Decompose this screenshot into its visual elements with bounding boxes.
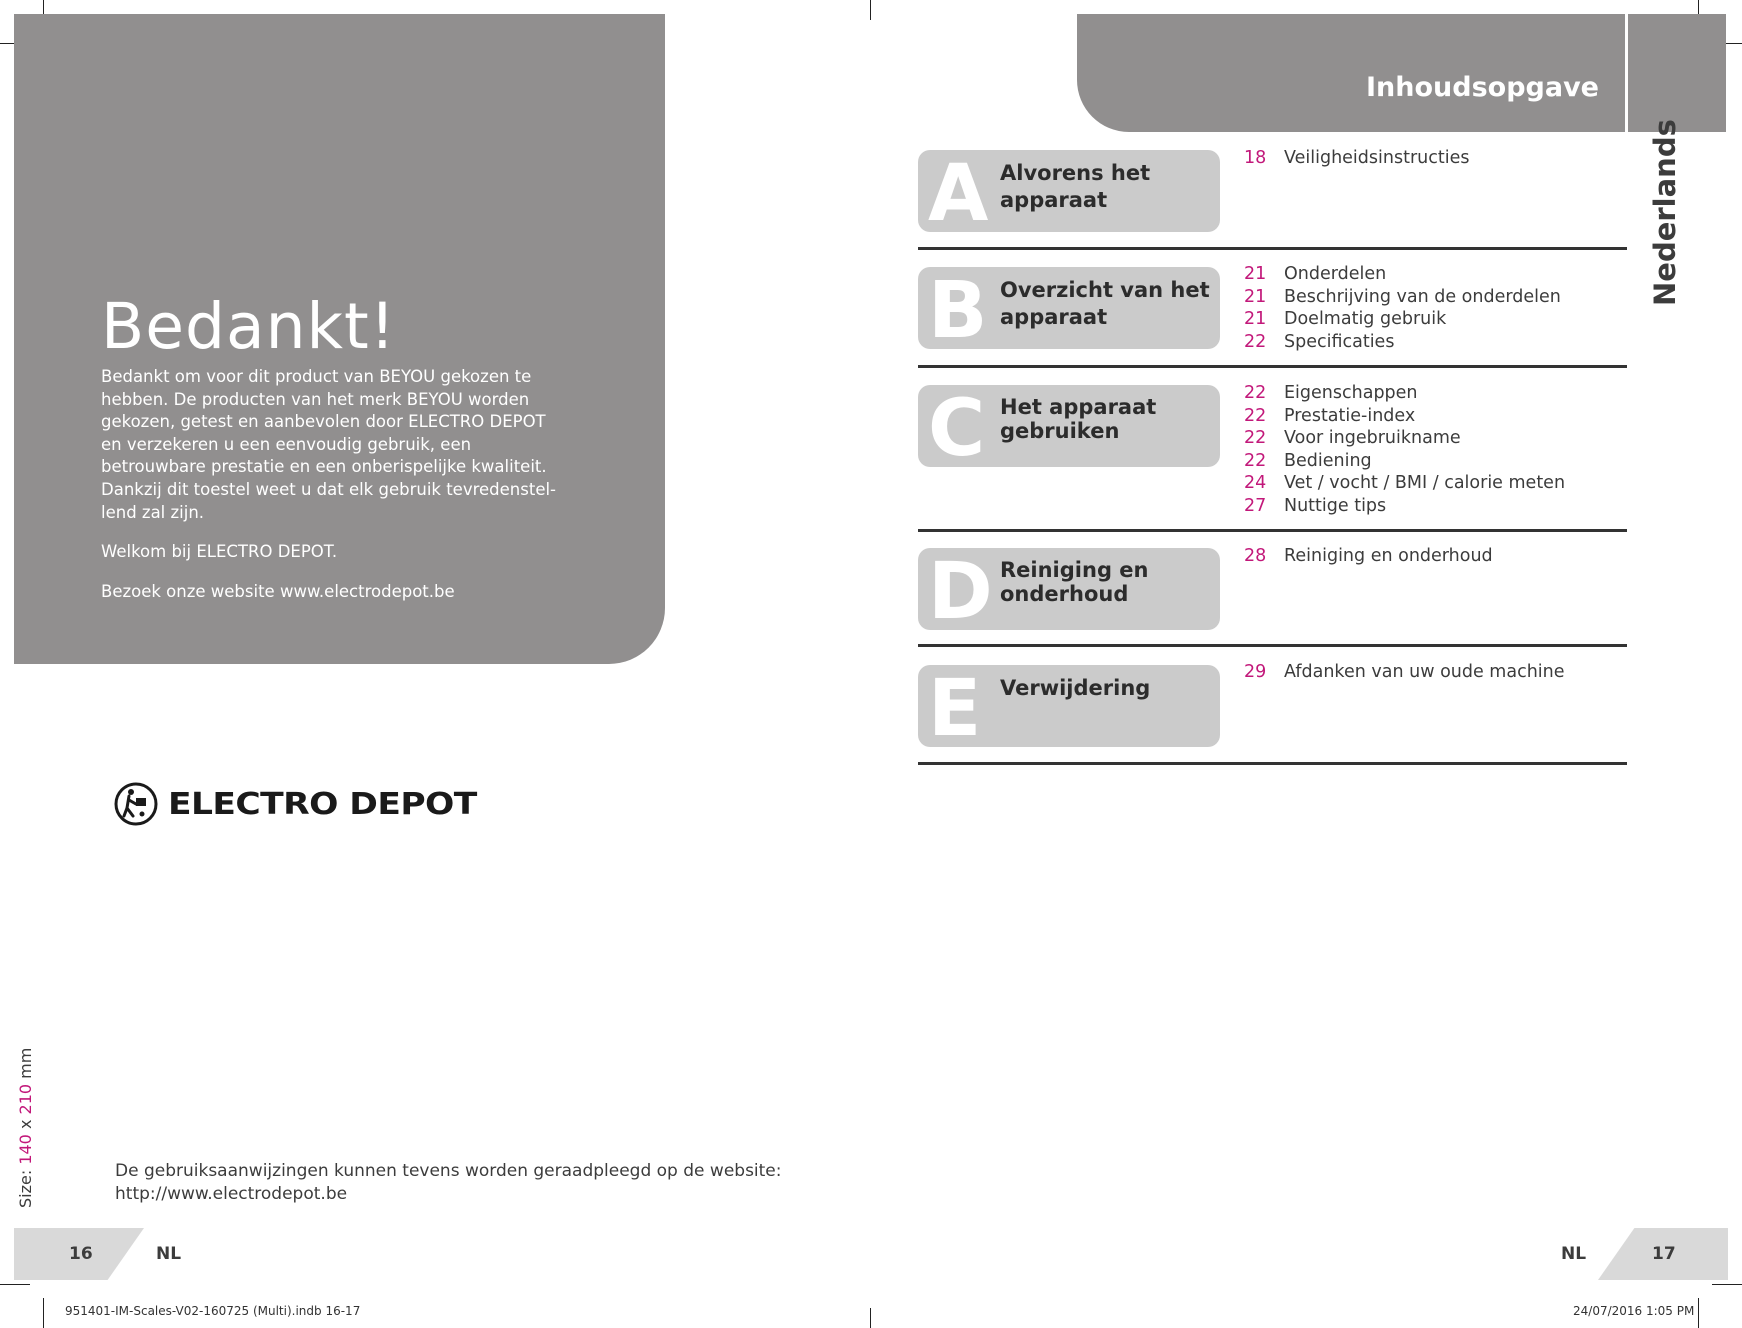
section-title: Het apparaat gebruiken — [1000, 395, 1157, 443]
thanks-paragraph: Bezoek onze website www.electrodepot.be — [101, 581, 455, 601]
section-title: Verwijdering — [1000, 676, 1151, 700]
entry-label: Eigenschappen — [1284, 383, 1418, 403]
section-divider — [918, 762, 1627, 765]
entry-page: 22 — [1244, 383, 1267, 403]
entry-label: Nuttige tips — [1284, 495, 1387, 516]
entry-page: 24 — [1244, 473, 1267, 494]
section-b-box[interactable] — [918, 267, 1220, 349]
section-letter: C — [928, 385, 986, 467]
toc-entry[interactable] — [1244, 472, 1624, 495]
section-b-entries — [1244, 263, 1624, 353]
toc-title: Inhoudsopgave — [1366, 72, 1599, 103]
section-d-entries — [1244, 545, 1624, 568]
section-letter: D — [928, 548, 993, 630]
section-letter: E — [928, 665, 982, 747]
print-date-info: 24/07/2016 1:05 PM — [1573, 1304, 1695, 1318]
thanks-paragraph: Welkom bij ELECTRO DEPOT. — [101, 542, 338, 562]
section-e-entries — [1244, 661, 1624, 684]
toc-entry[interactable] — [1244, 661, 1624, 684]
toc-entry[interactable] — [1244, 545, 1624, 568]
electro-depot-logo — [114, 782, 477, 826]
crop-mark — [0, 1284, 30, 1285]
section-e-box[interactable] — [918, 665, 1220, 747]
section-c-box[interactable] — [918, 385, 1220, 467]
crop-mark — [870, 0, 871, 20]
size-height: 210 — [16, 1083, 35, 1115]
size-width: 140 — [16, 1134, 35, 1165]
entry-page: 22 — [1244, 450, 1267, 471]
entry-page: 18 — [1244, 148, 1267, 168]
entry-label: Onderdelen — [1284, 264, 1387, 284]
section-title: Overzicht van het apparaat — [1000, 278, 1210, 329]
toc-entry[interactable] — [1244, 331, 1624, 354]
size-unit: mm — [16, 1047, 35, 1084]
logo-text: ELECTRO DEPOT — [168, 786, 477, 822]
entry-page: 21 — [1244, 264, 1267, 284]
entry-page: 22 — [1244, 428, 1267, 449]
thanks-paragraph: Bedankt om voor dit product van BEYOU gekozen te hebben. De producten van het merk BEYOU worden gekozen, getest en aanbevolen door ELECTRO DEPOT en verzekeren u een eenvoudig gebruik, een betrouwbare prestatie en een onberispelijke kwaliteit. — [101, 367, 547, 477]
crop-mark — [43, 1298, 44, 1328]
toc-entry[interactable] — [1244, 147, 1624, 170]
entry-page: 22 — [1244, 331, 1267, 352]
section-a-entries — [1244, 147, 1624, 170]
thanks-body — [101, 366, 571, 603]
entry-page: 21 — [1244, 309, 1267, 330]
section-a-box[interactable] — [918, 150, 1220, 232]
section-letter: A — [928, 150, 989, 232]
toc-entry[interactable] — [1244, 495, 1624, 518]
lang-code-left: NL — [156, 1244, 182, 1264]
entry-label: Specificaties — [1284, 331, 1395, 352]
entry-label: Veiligheidsinstructies — [1284, 148, 1470, 168]
section-letter: B — [928, 267, 988, 349]
section-divider — [918, 247, 1627, 250]
entry-page: 29 — [1244, 662, 1267, 682]
website-link[interactable]: http://www.electrodepot.be — [115, 1184, 348, 1204]
entry-label: Prestatie-index — [1284, 405, 1416, 426]
entry-label: Vet / vocht / BMI / calorie meten — [1284, 473, 1566, 494]
side-block — [1628, 14, 1726, 132]
section-d-box[interactable] — [918, 548, 1220, 630]
toc-entry[interactable] — [1244, 450, 1624, 473]
toc-entry[interactable] — [1244, 263, 1624, 286]
entry-label: Doelmatig gebruik — [1284, 309, 1447, 330]
size-separator: x — [16, 1114, 35, 1135]
entry-label: Bediening — [1284, 450, 1372, 471]
size-prefix: Size: — [16, 1164, 35, 1208]
entry-label: Reiniging en onderhoud — [1284, 546, 1493, 566]
website-note-line: De gebruiksaanwijzingen kunnen tevens worden geraadpleegd op de website: — [115, 1161, 782, 1181]
entry-page: 27 — [1244, 495, 1267, 516]
toc-header — [1077, 14, 1625, 132]
section-c-entries — [1244, 382, 1624, 518]
entry-page: 28 — [1244, 546, 1267, 566]
side-language-label: Nederlands — [1648, 119, 1682, 306]
section-title: Alvorens het apparaat — [1000, 161, 1151, 212]
toc-entry[interactable] — [1244, 308, 1624, 331]
size-label — [16, 1048, 35, 1208]
toc-entry[interactable] — [1244, 286, 1624, 309]
crop-mark — [870, 1308, 871, 1328]
toc-entry[interactable] — [1244, 405, 1624, 428]
thanks-paragraph: Dankzij dit toestel weet u dat elk gebruik tevredenstel-lend zal zijn. — [101, 479, 557, 522]
trolley-icon — [114, 782, 158, 826]
page-number-left: 16 — [69, 1244, 93, 1264]
section-divider — [918, 529, 1627, 532]
crop-mark — [1712, 1284, 1742, 1285]
toc-entry[interactable] — [1244, 427, 1624, 450]
crop-mark — [1698, 1298, 1699, 1328]
section-divider — [918, 365, 1627, 368]
section-divider — [918, 644, 1627, 647]
entry-label: Afdanken van uw oude machine — [1284, 662, 1565, 682]
website-note — [115, 1160, 782, 1206]
entry-label: Beschrijving van de onderdelen — [1284, 286, 1561, 307]
page-number-right: 17 — [1652, 1244, 1676, 1264]
entry-page: 21 — [1244, 286, 1267, 307]
lang-code-right: NL — [1561, 1244, 1587, 1264]
thanks-title: Bedankt! — [101, 290, 396, 364]
print-file-info: 951401-IM-Scales-V02-160725 (Multi).indb 16-17 — [65, 1304, 361, 1318]
entry-label: Voor ingebruikname — [1284, 428, 1461, 449]
section-title: Reiniging en onderhoud — [1000, 558, 1149, 606]
entry-page: 22 — [1244, 405, 1267, 426]
toc-entry[interactable] — [1244, 382, 1624, 405]
